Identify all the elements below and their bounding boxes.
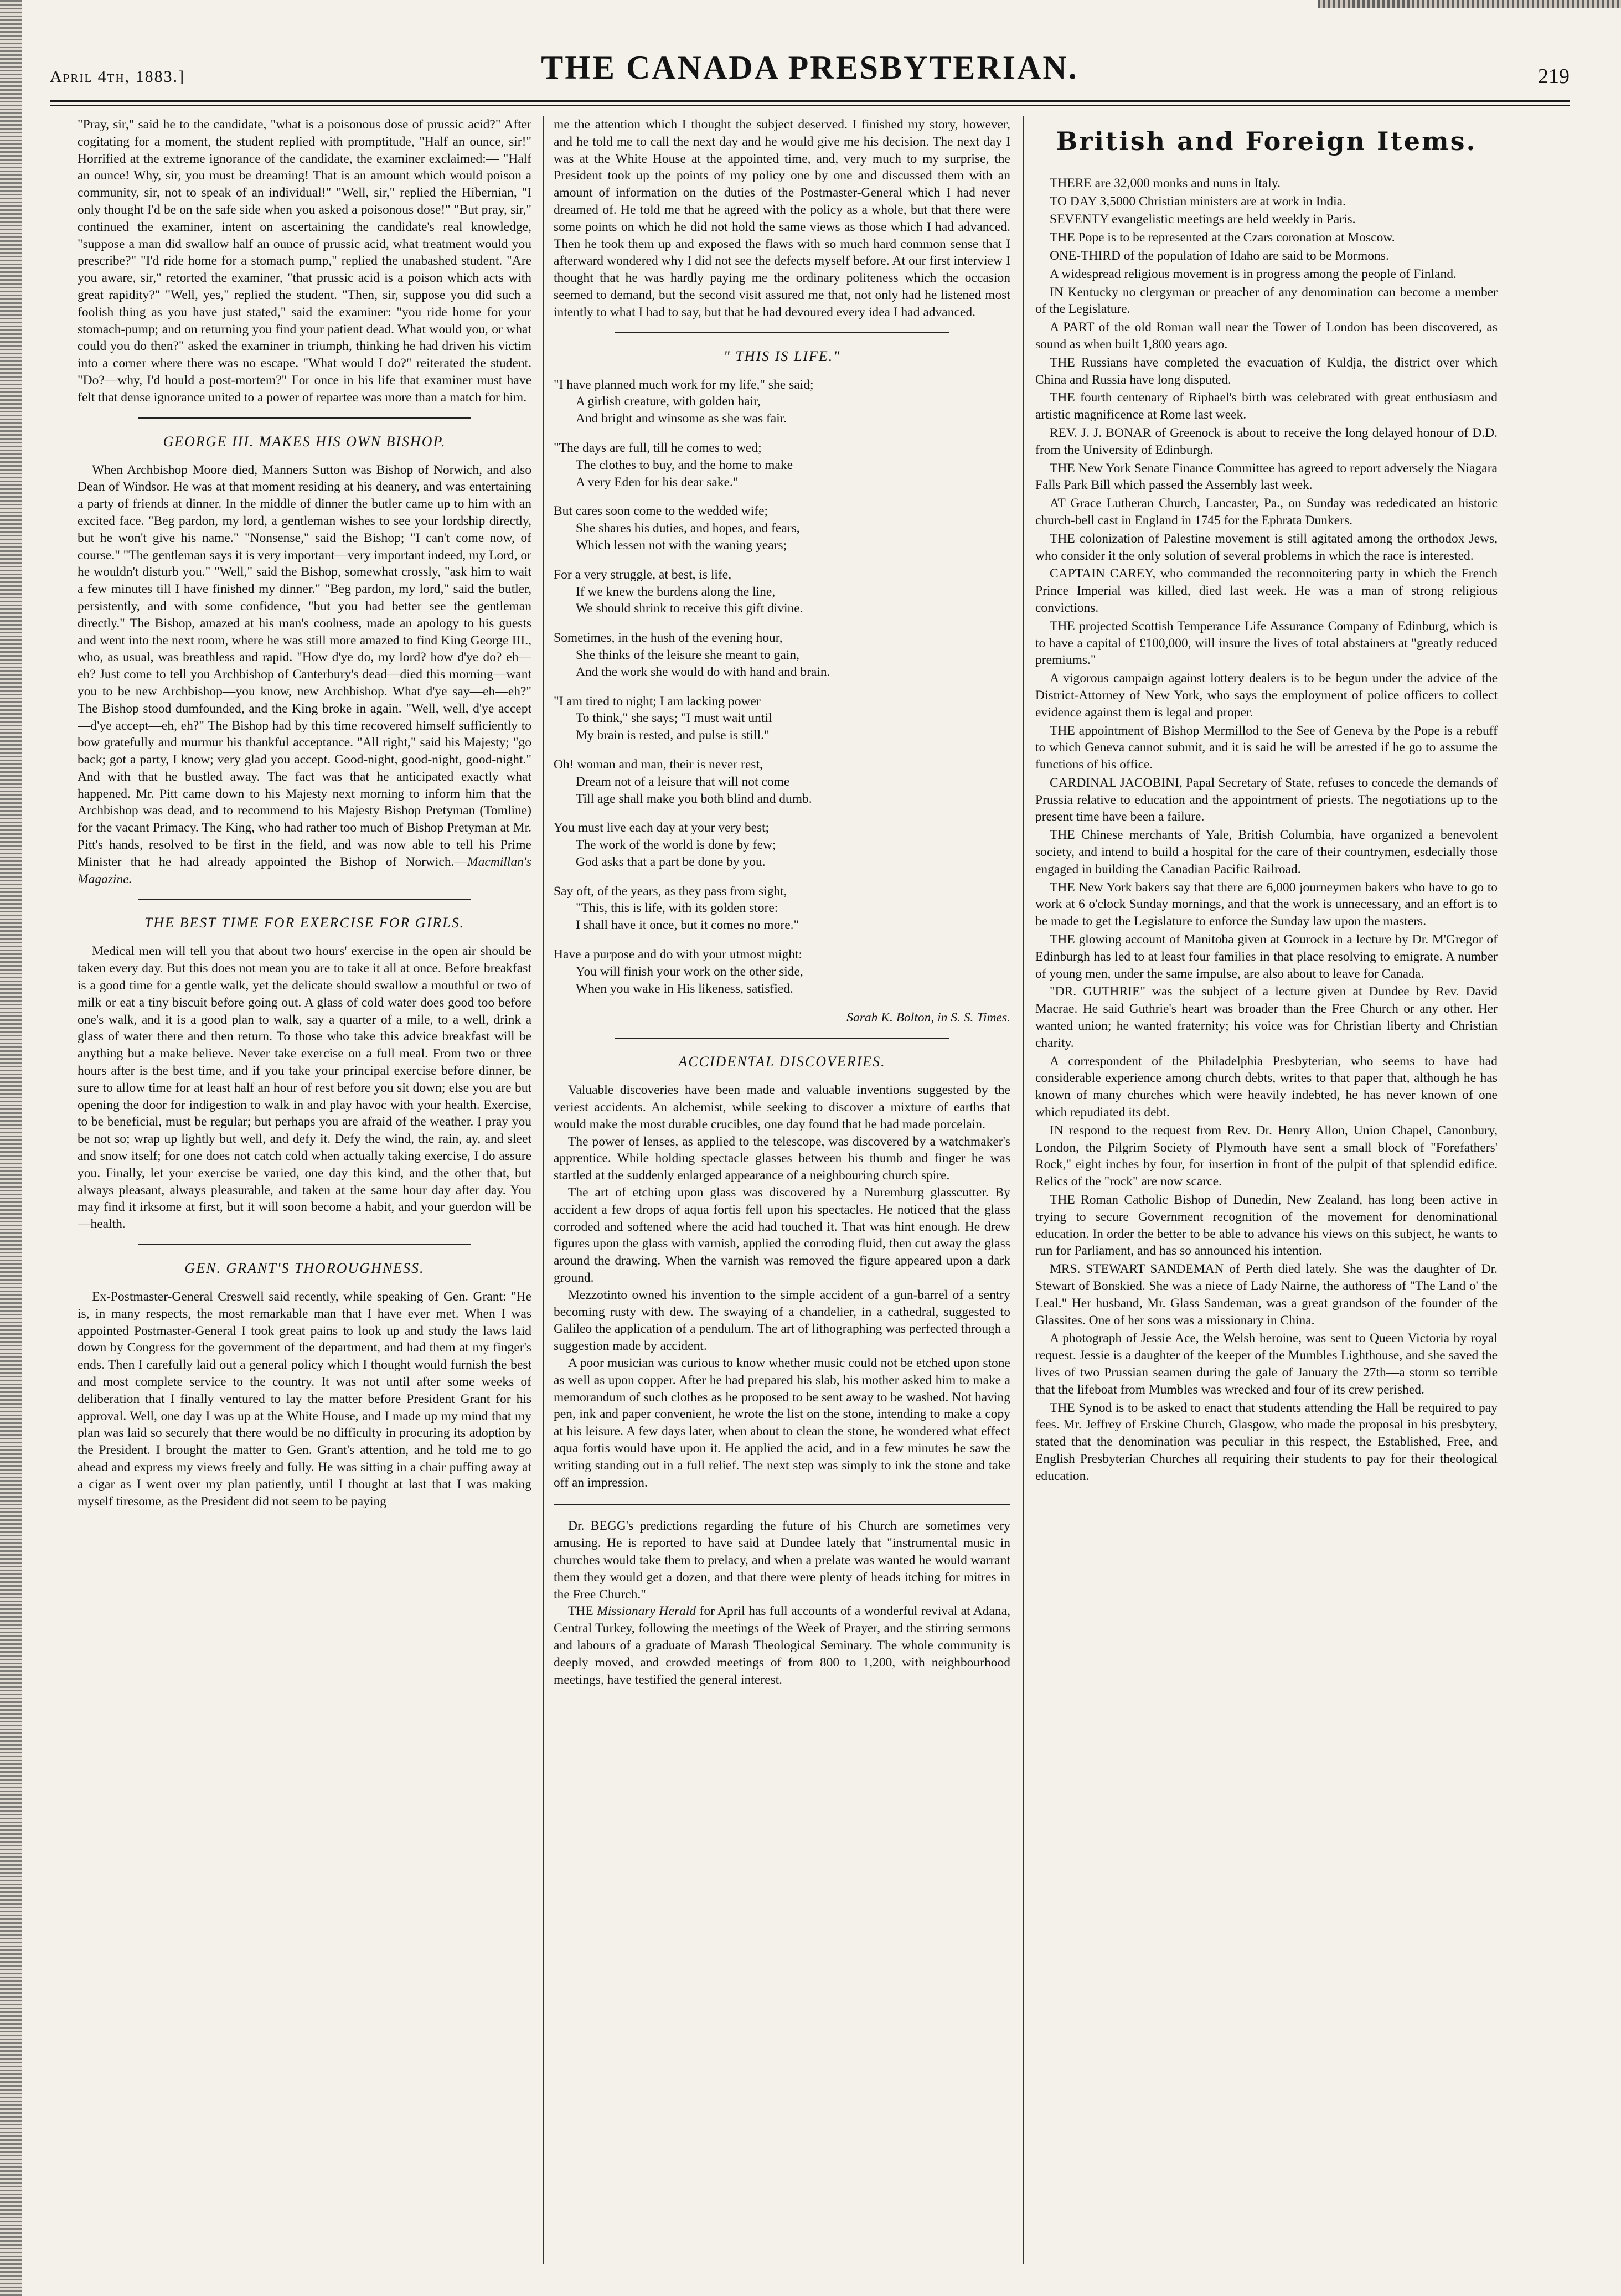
section-divider bbox=[615, 1038, 949, 1039]
accidental-paragraph: The power of lenses, as applied to the telescope, was discovered by a watchmaker's apprentice. While holding spectacle glasses between his thumb and finger he was startled at the suddenly enlarged appearance of a neighbouring church spire. bbox=[554, 1134, 1010, 1183]
poem-stanza bbox=[554, 503, 1010, 554]
poem-line: To think," she says; "I must wait until bbox=[576, 711, 772, 726]
poem-line: She shares his duties, and hopes, and fears, bbox=[576, 521, 800, 536]
news-item: MRS. STEWART SANDEMAN of Perth died lately. She was the daughter of Dr. Stewart of Bonskied. She was a niece of Lady Nairne, the authoress of "The Land o' the Leal." Her husband, Mr. Glass Sandeman, was a great grandson of the founder of the Glassites. One of her sons was a missionary in China. bbox=[1035, 1262, 1498, 1328]
news-item: "DR. GUTHRIE" was the subject of a lecture given at Dundee by Rev. David Macrae. He said Guthrie's heart was broader than the Free Church or any other. Her wanted union; he wanted fraternity; his voice was for Christian liberty and Christian charity. bbox=[1035, 984, 1498, 1050]
news-item: A photograph of Jessie Ace, the Welsh heroine, was sent to Queen Victoria by royal request. Jessie is a daughter of the keeper of the Mumbles Lighthouse, and she saved the lives of two Prussian seamen during the gale of January the 27th—a storm so terrible that the lifeboat from Mumbles was wrecked and four of its crew perished. bbox=[1035, 1331, 1498, 1397]
accidental-paragraph: Mezzotinto owned his invention to the simple accident of a gun-barrel of a sentry becoming rusty with dew. The swaying of a chandelier, in a cathedral, suggested to Galileo the application of a pendulum. The art of lithographing was perfected through a suggestion made by accident. bbox=[554, 1287, 1010, 1354]
section-heading-british-foreign: British and Foreign Items. bbox=[1035, 133, 1498, 159]
poem-line: Have a purpose and do with your utmost might: bbox=[554, 947, 803, 962]
news-item: REV. J. J. BONAR of Greenock is about to receive the long delayed honour of D.D. from the University of Edinburgh. bbox=[1035, 425, 1498, 457]
article-heading-george: GEORGE III. MAKES HIS OWN BISHOP. bbox=[163, 433, 446, 450]
news-item: THERE are 32,000 monks and nuns in Italy. bbox=[1050, 176, 1281, 190]
poem-line: "I have planned much work for my life," she said; bbox=[554, 377, 814, 392]
section-divider bbox=[138, 417, 471, 419]
poem-line: "This, this is life, with its golden store: bbox=[576, 901, 778, 916]
newspaper-title: THE CANADA PRESBYTERIAN. bbox=[541, 49, 1078, 86]
poem-line: She thinks of the leisure she meant to gain, bbox=[576, 647, 799, 662]
missionary-rest: for April has full accounts of a wonderful revival at Adana, Central Turkey, following the meetings of the Week of Prayer, and the stirring sermons and labours of a graduate of Marash Theological Seminary. The whole community is deeply moved, and crowded meetings of from 800 to 1,200, with neighbourhood meetings, have testified the general interest. bbox=[554, 1604, 1010, 1687]
news-item: CAPTAIN CAREY, who commanded the reconnoitering party in which the French Prince Imperial was killed, died last week. He was a man of strong religious convictions. bbox=[1035, 566, 1498, 615]
begg-paragraph: Dr. BEGG's predictions regarding the future of his Church are sometimes very amusing. He is reported to have said at Dundee lately that "instrumental music in churches would take them to prelacy, and when a prelate was wanted he would warrant them they would get a dozen, and that there were plenty of heads itching for mitres in the Free Church." bbox=[554, 1519, 1010, 1602]
section-divider bbox=[138, 1244, 471, 1245]
poem-stanza bbox=[554, 630, 1010, 680]
issue-date: April 4th, 1883.] bbox=[50, 68, 185, 86]
column-rule bbox=[1023, 116, 1024, 2264]
poem-line: But cares soon come to the wedded wife; bbox=[554, 504, 768, 519]
news-item: IN Kentucky no clergyman or preacher of any denomination can become a member of the Legislature. bbox=[1035, 285, 1498, 317]
page-number: 219 bbox=[1538, 65, 1570, 88]
news-item: AT Grace Lutheran Church, Lancaster, Pa., on Sunday was rededicated an historic church-bell cast in England in 1745 for the Ephrata Dunkers. bbox=[1035, 496, 1498, 528]
article-body-george bbox=[78, 462, 531, 888]
poem-line: If we knew the burdens along the line, bbox=[576, 584, 776, 599]
poem-stanza bbox=[554, 883, 1010, 934]
poem-line: Till age shall make you both blind and dumb. bbox=[576, 791, 812, 806]
news-item: THE New York bakers say that there are 6,000 journeymen bakers who have to go to work at 6 o'clock Sunday mornings, and that the work is unnecessary, and an effort is to be made to get the Legislature to enforce the Sunday law upon the masters. bbox=[1035, 880, 1498, 929]
poem-line: Which lessen not with the waning years; bbox=[576, 538, 787, 553]
missionary-paragraph bbox=[554, 1603, 1010, 1688]
news-item: A correspondent of the Philadelphia Presbyterian, who seems to have had considerable experience among church debts, writes to that paper that, although he has known of many churches which were heavily indebted, he has never known of one which repudiated its debt. bbox=[1035, 1054, 1498, 1120]
section-divider bbox=[138, 899, 471, 900]
poem-line: For a very struggle, at best, is life, bbox=[554, 567, 732, 582]
column-rule bbox=[543, 116, 544, 2264]
poem-line: You will finish your work on the other side, bbox=[576, 964, 803, 979]
missionary-lead: THE bbox=[568, 1604, 597, 1619]
poem-line: Sometimes, in the hush of the evening hour, bbox=[554, 631, 783, 646]
poem-line: I shall have it once, but it comes no more." bbox=[576, 918, 799, 933]
news-item: THE appointment of Bishop Mermillod to the See of Geneva by the Pope is a rebuff to which Geneva cannot submit, and it is said he will be arrested if he go to assume the functions of his office. bbox=[1035, 723, 1498, 772]
article-heading-exercise: THE BEST TIME FOR EXERCISE FOR GIRLS. bbox=[144, 915, 465, 931]
accidental-paragraph: Valuable discoveries have been made and valuable inventions suggested by the veriest accidents. An alchemist, while seeking to discover a mixture of earths that would make the most durable crucibles, one day found that he had made porcelain. bbox=[554, 1083, 1010, 1132]
poem-line: You must live each day at your very best; bbox=[554, 821, 770, 835]
poem-line: We should shrink to receive this gift divine. bbox=[576, 601, 803, 616]
news-item: THE colonization of Palestine movement is still agitated among the orthodox Jews, who consider it the only solution of several problems in which the race is interested. bbox=[1035, 531, 1498, 563]
poem-line: The work of the world is done by few; bbox=[576, 838, 776, 853]
header-rule bbox=[50, 100, 1570, 102]
news-item: SEVENTY evangelistic meetings are held weekly in Paris. bbox=[1050, 212, 1356, 227]
missionary-title: Missionary Herald bbox=[597, 1604, 696, 1619]
poem-attribution: Sarah K. Bolton, in S. S. Times. bbox=[846, 1010, 1010, 1025]
news-item: A PART of the old Roman wall near the Tower of London has been discovered, as sound as when built 1,800 years ago. bbox=[1035, 320, 1498, 352]
news-item: TO DAY 3,5000 Christian ministers are at work in India. bbox=[1050, 194, 1346, 209]
poem-stanza bbox=[554, 566, 1010, 617]
news-item: THE Synod is to be asked to enact that students attending the Hall be required to pay fees. Mr. Jeffrey of Erskine Church, Glasgow, who made the proposal in his presbytery, stated that the denomination was peculiar in this respect, the Established, Free, and English Presbyterian Churches all requiring their students to pay for their theological education. bbox=[1035, 1400, 1498, 1483]
news-item: ONE-THIRD of the population of Idaho are said to be Mormons. bbox=[1050, 248, 1389, 263]
george-source: Macmillan's Magazine. bbox=[78, 854, 531, 886]
poem-line: Dream not of a leisure that will not come bbox=[576, 774, 790, 789]
news-item: THE fourth centenary of Riphael's birth was celebrated with great enthusiasm and artistic magnificence at Rome last week. bbox=[1035, 390, 1498, 422]
poem-line: When you wake in His likeness, satisfied. bbox=[576, 981, 793, 996]
poem-line: God asks that a part be done by you. bbox=[576, 854, 766, 869]
poem-line: Say oft, of the years, as they pass from sight, bbox=[554, 884, 787, 899]
news-item: THE New York Senate Finance Committee has agreed to report adversely the Niagara Falls Park Bill which passed the Assembly last week. bbox=[1035, 461, 1498, 493]
news-item: A vigorous campaign against lottery dealers is to be begun under the advice of the District-Attorney of New York, who says the employment of police officers to collect evidence against them is legal and proper. bbox=[1035, 671, 1498, 720]
poem-line: Oh! woman and man, their is never rest, bbox=[554, 757, 763, 772]
article-body-grant: Ex-Postmaster-General Creswell said recently, while speaking of Gen. Grant: "He is, in many respects, the most remarkable man that I have ever met. When I was appointed Postmaster-General I took great pains to look up and study the laws laid down by Congress for the government of the department, and had them at my finger's ends. Then I carefully laid out a general policy which I thought would furnish the best and most complete service to the country. It was not until after some weeks of deliberation that I finally ventured to lay the matter before President Grant for his approval. Well, one day I was up at the White House, and I made up my mind that my plan was laid so securely that there would be no difficulty in procuring its adoption by the President. I brought the matter to Gen. Grant's attention, and he told me to go ahead and express my views freely and fully. He was sitting in a chair puffing away at a cigar as I went over my plan patiently, until I thought at last that I was making myself tiresome, as the President did not seem to be paying bbox=[78, 1289, 531, 1509]
column-1 bbox=[78, 116, 531, 2276]
poem-line: "I am tired to night; I am lacking power bbox=[554, 694, 761, 709]
news-item: THE Chinese merchants of Yale, British Columbia, have organized a benevolent society, and intend to build a hospital for the care of their countrymen, esdecially those engaged in building the Canadian Pacific Railroad. bbox=[1035, 828, 1498, 876]
column-2 bbox=[554, 116, 1010, 2276]
poem-line: "The days are full, till he comes to wed; bbox=[554, 440, 762, 455]
news-item: THE Pope is to be represented at the Czars coronation at Moscow. bbox=[1050, 230, 1395, 245]
accidental-paragraph: The art of etching upon glass was discovered by a Nuremburg glasscutter. By accident a few drops of aqua fortis fell upon his spectacles. He noticed that the glass corroded and softened where the acid had touched it. That was hint enough. He drew figures upon the glass with varnish, applied the corroding fluid, then cut away the glass around the drawing. When the varnish was removed the figure appeared upon a dark ground. bbox=[554, 1185, 1010, 1286]
section-divider bbox=[615, 332, 949, 333]
poem-line: A girlish creature, with golden hair, bbox=[576, 394, 761, 409]
poem-stanza bbox=[554, 946, 1010, 997]
poem-stanza bbox=[554, 819, 1010, 870]
opening-paragraph: "Pray, sir," said he to the candidate, "what is a poisonous dose of prussic acid?" After cogitating for a moment, the student replied with promptitude, "Half an ounce, sir!" Horrified at the extreme ignorance of the candidate, the examiner exclaimed:— "Half an ounce! Why, sir, you must be dreaming! That is an amount which would poison a community, sir, not to speak of an individual!" "Well, sir," replied the Hibernian, "I only thought I'd be on the safe side when you asked a poisonous dose!" "But pray, sir," continued the examiner, intent on ascertaining the candidate's real knowledge, "suppose a man did swallow half an ounce of prussic acid, what treatment would you prescribe?" "I'd ride home for a stomach pump," replied the unabashed student. "Are you aware, sir," retorted the examiner, "that prussic acid is a poison which acts with great rapidity?" "Well, yes," replied the student. "Then, sir, suppose you did such a foolish thing as you have just stated," said the examiner: "you ride home for your stomach-pump; and on returning you find your patient dead. What would you, or what could you do then?" asked the examiner in triumph, thinking he had driven his victim into a corner where there was no escape. "What would I do?" reiterated the student. "Do?—why, I'd hould a post-mortem?" For once in his life that examiner must have felt that dense ignorance united to a power of repartee was more than a match for him. bbox=[78, 117, 531, 405]
accidental-paragraph: A poor musician was curious to know whether music could not be etched upon stone as well as upon copper. After he had prepared his slab, his mother asked him to make a memorandum of such clothes as he proposed to be sent away to be washed. Not having pen, ink and paper convenient, he wrote the list on the stone, intending to make a copy at his leisure. A few days later, when about to clean the stone, he wondered what effect aqua fortis would have upon it. He applied the acid, and in a few minutes he saw the writing standing out in a full relief. The next step was simply to ink the stone and take off an impression. bbox=[554, 1356, 1010, 1490]
poem-line: The clothes to buy, and the home to make bbox=[576, 457, 793, 472]
poem-stanza bbox=[554, 693, 1010, 744]
news-item: THE Roman Catholic Bishop of Dunedin, New Zealand, has long been active in trying to secure Government recognition of the movement for denominational education. In order the better to be able to advance his views on this subject, he wants to run for Parliament, and has so announced his intention. bbox=[1035, 1193, 1498, 1258]
poem-line: A very Eden for his dear sake." bbox=[576, 474, 739, 489]
header-rule-thin bbox=[50, 105, 1570, 106]
news-item: THE glowing account of Manitoba given at Gourock in a lecture by Dr. M'Gregor of Edinburgh has led to at least four families in that place resolving to emigrate. A number of young men, under the same impulse, are also about to leave for Canada. bbox=[1035, 932, 1498, 981]
binding-edge bbox=[0, 0, 22, 2296]
scan-edge bbox=[1318, 0, 1621, 8]
poem-line: And bright and winsome as she was fair. bbox=[576, 411, 787, 426]
article-heading-grant: GEN. GRANT'S THOROUGHNESS. bbox=[184, 1260, 425, 1277]
article-heading-accidental: ACCIDENTAL DISCOVERIES. bbox=[678, 1054, 886, 1070]
poem bbox=[554, 376, 1010, 998]
news-item: THE projected Scottish Temperance Life Assurance Company of Edinburg, which is to have a capital of £100,000, will insure the lives of total abstainers at "greatly reduced premiums." bbox=[1035, 618, 1498, 668]
news-item: CARDINAL JACOBINI, Papal Secretary of State, refuses to concede the demands of Prussia relative to education and the appointment of priests. The negotiations up to the present time have been a failure. bbox=[1035, 775, 1498, 824]
news-items bbox=[1035, 175, 1498, 1485]
masthead bbox=[50, 49, 1570, 93]
news-item: THE Russians have completed the evacuation of Kuldja, the district over which China and Russia have long disputed. bbox=[1035, 355, 1498, 387]
article-body-accidental bbox=[554, 1082, 1010, 1491]
poem-stanza bbox=[554, 376, 1010, 427]
poem-line: And the work she would do with hand and brain. bbox=[576, 664, 830, 679]
column-3 bbox=[1035, 116, 1498, 2276]
poem-heading: " THIS IS LIFE." bbox=[723, 348, 841, 364]
section-divider bbox=[554, 1504, 1010, 1505]
poem-line: My brain is rested, and pulse is still." bbox=[576, 728, 770, 743]
poem-stanza bbox=[554, 756, 1010, 807]
news-item: IN respond to the request from Rev. Dr. Henry Allon, Union Chapel, Canonbury, London, the Pilgrim Society of Plymouth have sent a small block of "Forefathers' Rock," eight inches by four, for insertion in front of the pulpit of that splendid edifice. Relics of the "rock" are now scarce. bbox=[1035, 1123, 1498, 1189]
grant-continued: me the attention which I thought the subject deserved. I finished my story, however, and he told me to call the next day and he would give me his decision. The next day I was at the White House at the appointed time, and, very much to my surprise, the President took up the points of my policy one by one and discussed them with an amount of information on the duties of the Postmaster-General which I had never dreamed of. He told me that he agreed with the policy as a whole, but that there were some points on which he did not hold the same views as those which I had advanced. Then he took them up and exposed the flaws with so much hard common sense that I afterward wondered why I did not see the defects myself before. At our first interview I thought that he was hardly paying me the ordinary politeness which the occasion seemed to demand, but the second visit assured me that, not only had he listened most intently to what I had to say, but that he had devoured every idea I had advanced. bbox=[554, 117, 1010, 319]
george-text: When Archbishop Moore died, Manners Sutton was Bishop of Norwich, and also Dean of Windsor. He was at that moment residing at his deanery, and was entertaining a party of friends at dinner. In the middle of dinner the butler came up to him with an excited face. "Beg pardon, my lord, a gentleman wishes to see your lordship directly, but he won't give his name." "Nonsense," said the Bishop; "I can't come now, of course." "The gentleman says it is very important—very important indeed, my Lord, or he wouldn't disturb you." "Well," said the Bishop, somewhat crossly, "ask him to wait a few minutes till I have finished my dinner." "Beg pardon, my lord," said the butler, persistently, and with some confidence, "but you had better see the gentleman directly." The Bishop, amazed at his man's coolness, made an apology to his guests and went into the next room, where he was still more amazed to find King George III., who, as usual, was breathless and rapid. "How d'ye do, my lord? how d'ye do? eh—eh? Just come to tell you Archbishop of Canterbury's dead—died this morning—want you to be new Archbishop—you know, new Archbishop. What d'ye say—eh—eh?" The Bishop stood dumfounded, and the King broke in again. "Well, well, d'ye accept—d'ye accept—eh, eh?" The Bishop had by this time recovered himself sufficiently to bow gratefully and murmur his thankful acceptance. "All right," said his Majesty; "go back; got a party, I know; very glad you accept. Good-night, good-night, good-night." And with that he bustled away. The fact was that he anticipated exactly what happened. Mr. Pitt came down to his Majesty next morning to inform him that the Archbishop was dead, and to recommend to his Majesty Bishop Pretyman (Tomline) for the vacant Primacy. The King, who had rather too much of Bishop Pretyman at Mr. Pitt's hands, resolved to be first in the field, and was now able to tell his Prime Minister that he had already appointed the Bishop of Norwich.— bbox=[78, 462, 531, 869]
article-body-exercise: Medical men will tell you that about two hours' exercise in the open air should be taken every day. But this does not mean you are to take it all at once. Before breakfast is a good time for a gentle walk, yet the delicate should swallow a mouthful or two of milk or eat a tiny biscuit before going out. A glass of cold water does good too before one's walk, and it is a good plan to walk, say a quarter of a mile, to a well, drink a glass of water there and then return. To those who take this advice breakfast will be anything but a make believe. Never take exercise on a full meal. From two or three hours after is the best time, and if you take your principal exercise before dinner, be sure to allow time for at least half an hour of rest before you sit down; else you are but opening the door for indigestion to walk in and play havoc with your health. Exercise, to be beneficial, must be regular; but perhaps you are afraid of the weather. I pray you be not so; wrap up lightly but well, and defy it. Defy the wind, the rain, ay, and sleet and snow itself; for one does not catch cold when actually taking exercise, I do assure you. Finally, let your exercise be varied, one day this kind, and the other that, but always pleasant, always pleasurable, and taken at the same hour day after day. You may find it irksome at first, but it will soon become a habit, and your guerdon will be—health. bbox=[78, 944, 531, 1232]
poem-stanza bbox=[554, 440, 1010, 491]
news-item: A widespread religious movement is in progress among the people of Finland. bbox=[1050, 266, 1457, 281]
